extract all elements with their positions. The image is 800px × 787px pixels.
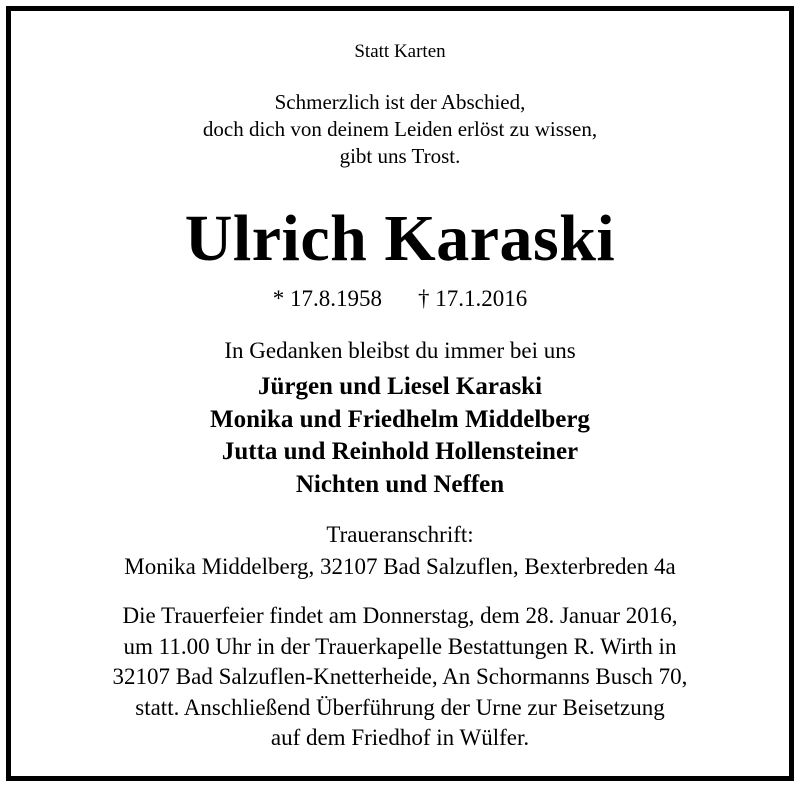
verse-line: doch dich von deinem Leiden erlöst zu wissen, — [202, 117, 598, 141]
service-line: statt. Anschließend Überführung der Urne zur Beisetzung — [135, 694, 665, 720]
death-date: † 17.1.2016 — [418, 286, 528, 311]
verse-line: gibt uns Trost. — [339, 144, 461, 168]
life-dates — [11, 284, 789, 314]
mourners-list — [11, 371, 789, 501]
mourner-name: Monika und Friedhelm Middelberg — [210, 405, 590, 433]
service-line: auf dem Friedhof in Wülfer. — [270, 725, 530, 750]
obituary-notice — [11, 11, 789, 776]
mourning-address — [11, 519, 789, 583]
service-line: um 11.00 Uhr in der Trauerkapelle Bestattungen R. Wirth in — [123, 633, 677, 659]
mourner-name: Nichten und Neffen — [295, 470, 505, 498]
remembrance-line: In Gedanken bleibst du immer bei uns — [224, 338, 576, 363]
deceased-name: Ulrich Karaski — [184, 202, 616, 275]
service-line: 32107 Bad Salzuflen-Knetterheide, An Schormanns Busch 70, — [112, 664, 688, 689]
mourner-name: Jürgen und Liesel Karaski — [257, 373, 543, 400]
header-text: Statt Karten — [354, 41, 446, 62]
notice-header — [11, 41, 789, 63]
address-text: Monika Middelberg, 32107 Bad Salzuflen, Bexterbreden 4a — [124, 554, 676, 579]
verse-line: Schmerzlich ist der Abschied, — [274, 90, 526, 114]
birth-date: * 17.8.1958 — [272, 286, 382, 311]
address-label: Traueranschrift: — [326, 522, 474, 547]
mourner-name: Jutta und Reinhold Hollensteiner — [221, 438, 579, 465]
verse — [11, 89, 789, 170]
service-line: Die Trauerfeier findet am Donnerstag, dem 28. Januar 2016, — [122, 603, 678, 628]
funeral-service-info — [11, 601, 789, 754]
